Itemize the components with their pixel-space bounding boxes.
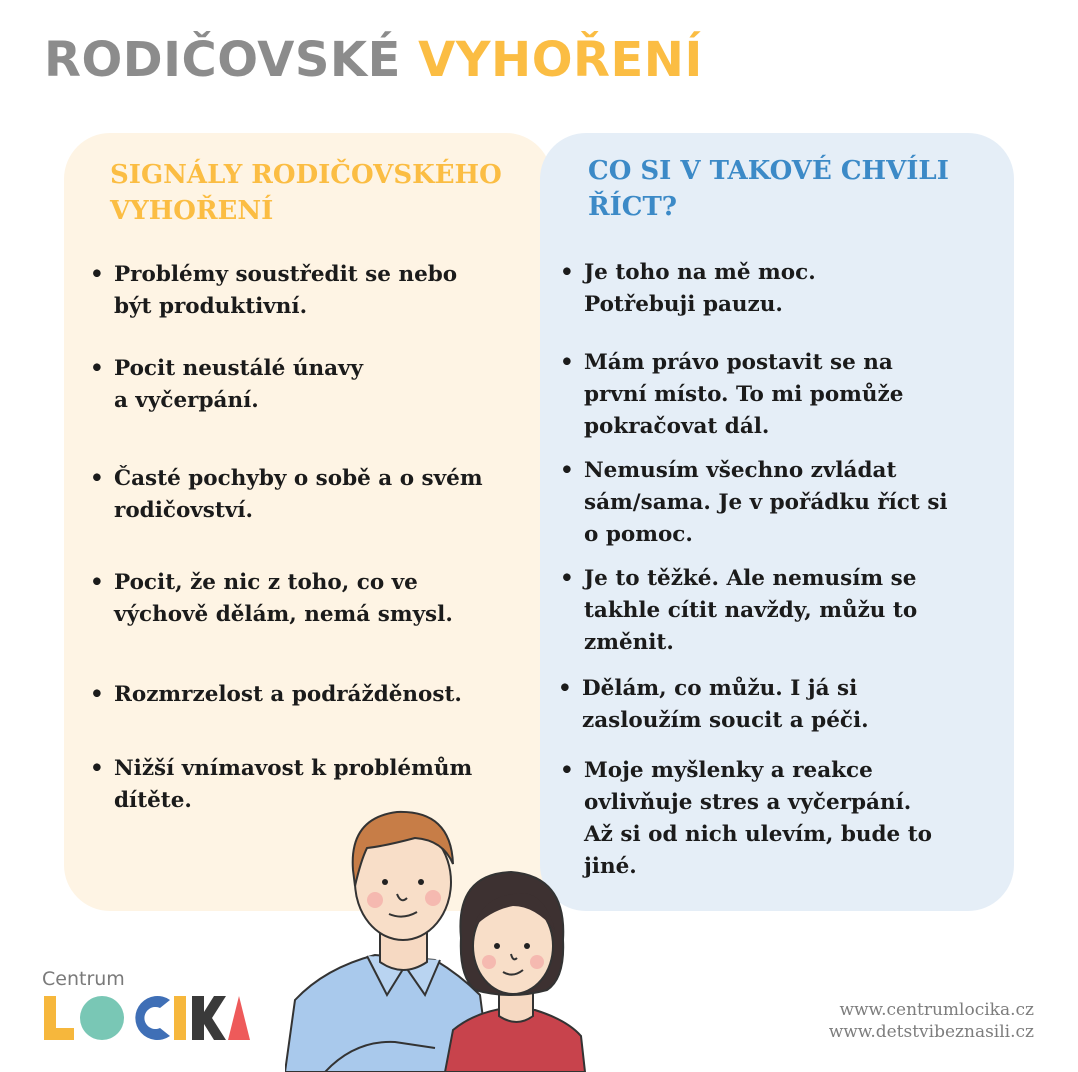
title-part-yellow: VYHOŘENÍ	[418, 32, 703, 88]
logo-caption: Centrum	[42, 968, 125, 990]
signal-item-1: • Problémy soustředit se nebo být produktivní.	[90, 259, 550, 323]
signal-item-4: • Pocit, že nic z toho, co ve výchově dělám, nemá smysl.	[90, 567, 550, 631]
bullet-icon: •	[560, 260, 574, 285]
signal-item-2: • Pocit neustálé únavy a vyčerpání.	[90, 353, 550, 417]
bullet-icon: •	[90, 262, 104, 287]
website-link-locika[interactable]: www.centrumlocika.cz	[839, 1000, 1034, 1020]
website-link-detstvi[interactable]: www.detstvibeznasili.cz	[828, 1022, 1034, 1042]
bullet-icon: •	[560, 350, 574, 375]
bullet-icon: •	[90, 466, 104, 491]
title-part-gray: RODIČOVSKÉ	[44, 32, 401, 88]
bullet-icon: •	[560, 458, 574, 483]
self-talk-panel	[540, 133, 1014, 911]
self-talk-item-1: • Je toho na mě moc. Potřebuji pauzu.	[560, 257, 1012, 321]
parents-illustration	[285, 790, 595, 1072]
locika-logo	[42, 994, 250, 1042]
bullet-icon: •	[90, 682, 104, 707]
woman-figure	[445, 872, 585, 1072]
bullet-icon: •	[560, 758, 574, 783]
signal-item-5: • Rozmrzelost a podrážděnost.	[90, 679, 550, 711]
bullet-icon: •	[558, 676, 572, 701]
bullet-icon: •	[560, 566, 574, 591]
bullet-icon: •	[90, 570, 104, 595]
signals-heading: SIGNÁLY RODIČOVSKÉHO VYHOŘENÍ	[110, 160, 502, 226]
bullet-icon: •	[90, 756, 104, 781]
self-talk-heading: CO SI V TAKOVÉ CHVÍLI ŘÍCT?	[588, 156, 949, 222]
signal-item-3: • Časté pochyby o sobě a o svém rodičovství.	[90, 463, 550, 527]
page-title	[44, 32, 703, 88]
bullet-icon: •	[90, 356, 104, 381]
self-talk-item-4: • Je to těžké. Ale nemusím se takhle cítit navždy, můžu to změnit.	[560, 563, 1012, 659]
self-talk-item-5: • Dělám, co můžu. I já si zasloužím soucit a péči.	[558, 673, 1010, 737]
self-talk-item-3: • Nemusím všechno zvládat sám/sama. Je v pořádku říct si o pomoc.	[560, 455, 1012, 551]
self-talk-item-2: • Mám právo postavit se na první místo. To mi pomůže pokračovat dál.	[560, 347, 1012, 443]
self-talk-item-6: • Moje myšlenky a reakce ovlivňuje stres a vyčerpání. Až si od nich ulevím, bude to jiné.	[560, 755, 1012, 883]
signal-item-6: • Nižší vnímavost k problémům dítěte.	[90, 753, 550, 817]
